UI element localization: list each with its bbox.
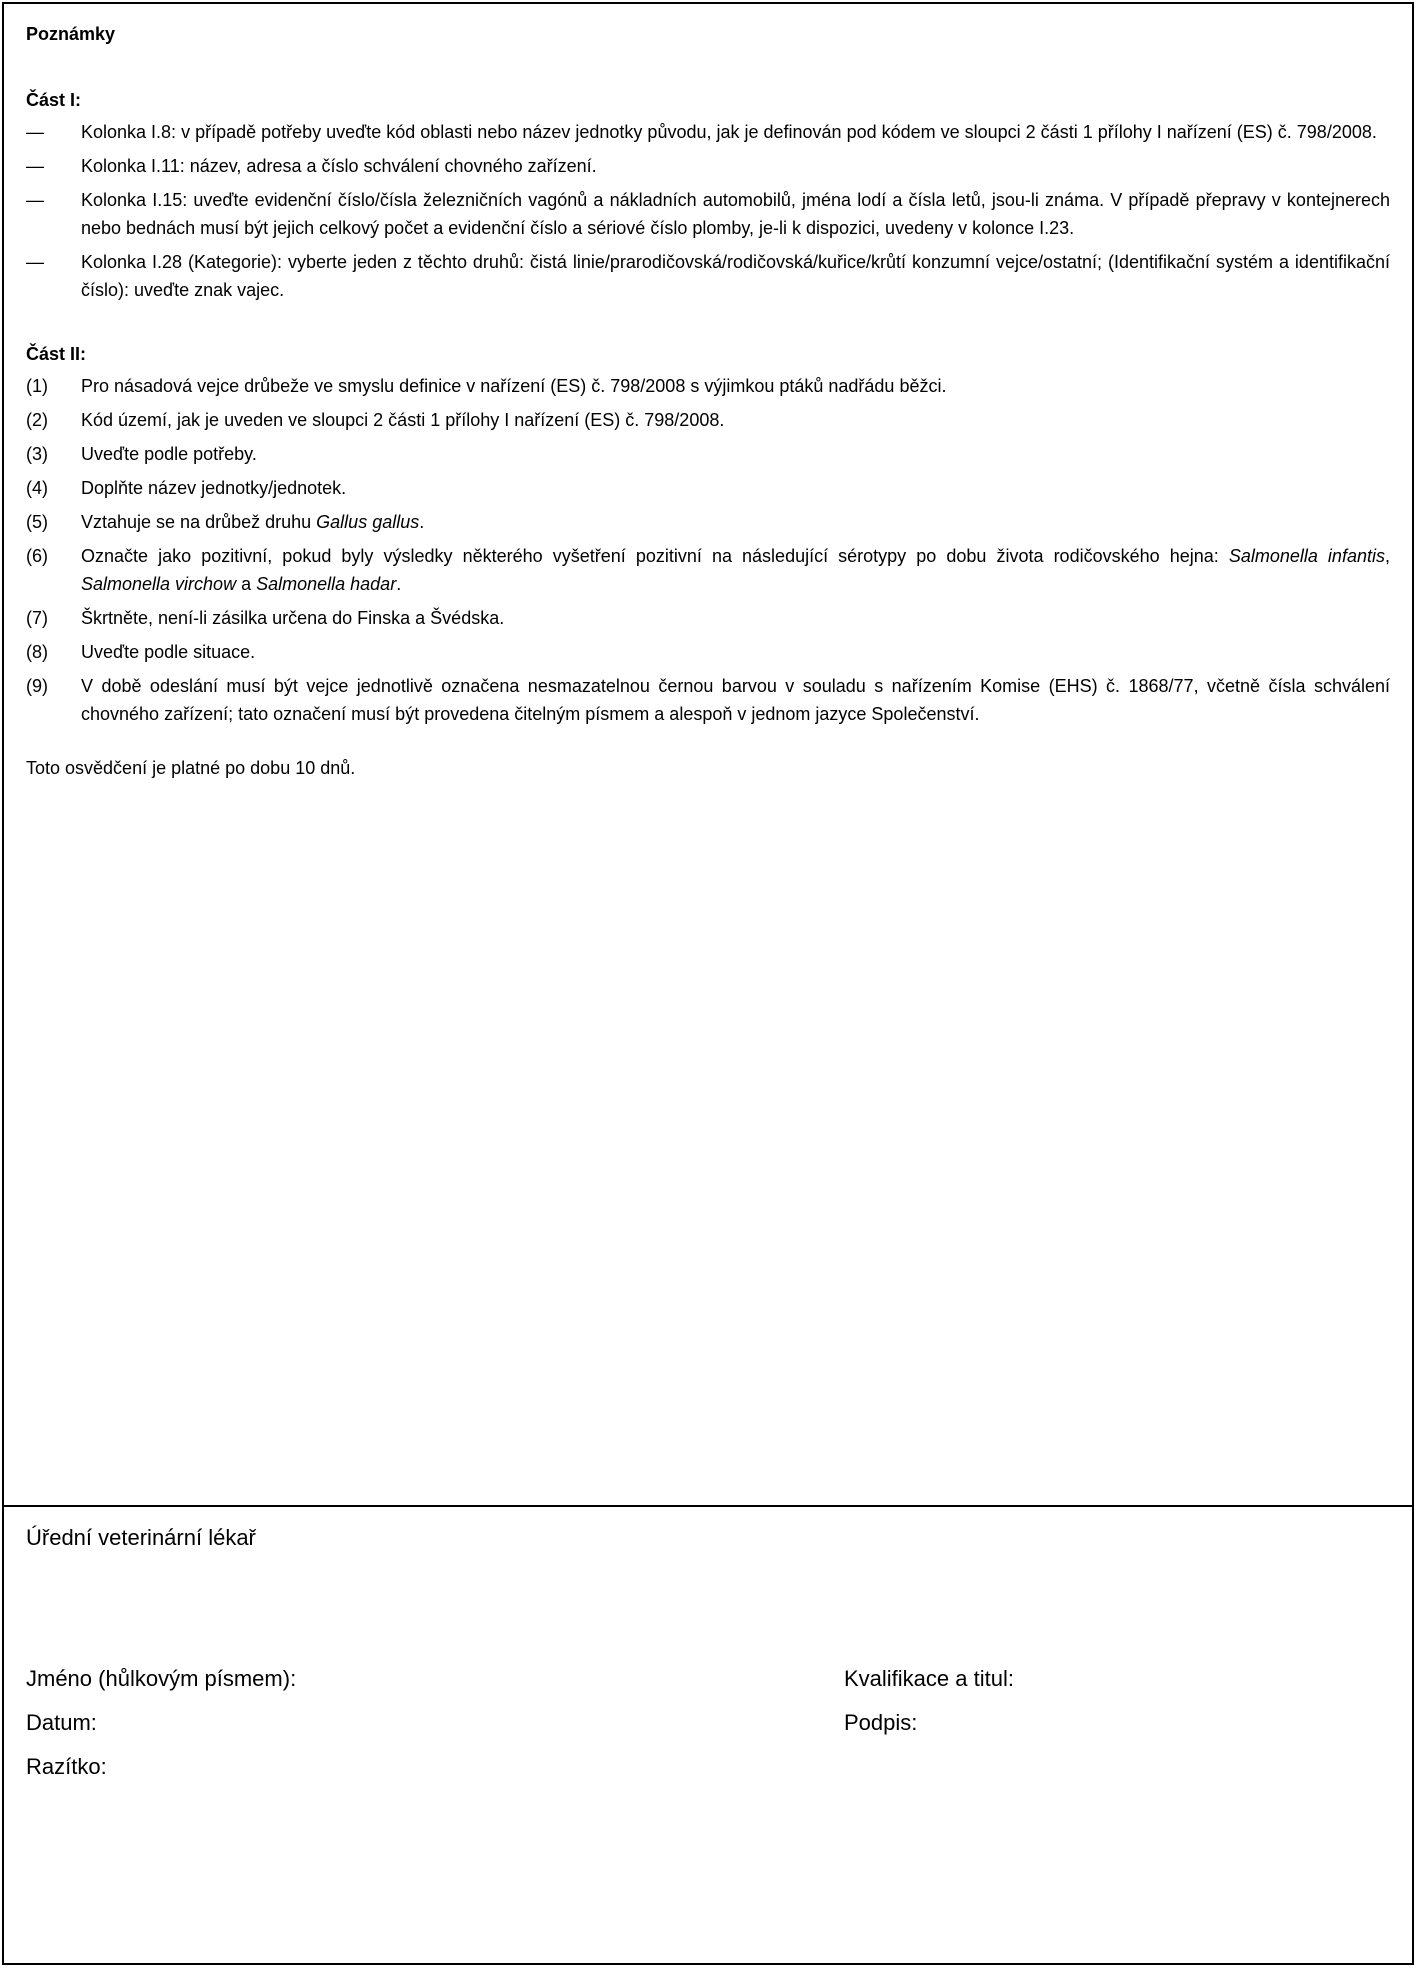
note-marker: (5) [26,512,48,532]
note-text: Kolonka I.15: uveďte evidenční číslo/čísla železničních vagónů a nákladních automobilů, jména lodí a čísla letů, jsou-li známa. V případě přepravy v kontejnerech nebo bednách musí být jejich celkový počet a evidenční číslo a sériové číslo plomby, je-li k dispozici, uvedeny v kolonce I.23. [81,190,1390,238]
part-1-list [26,118,1390,304]
note-text: Uveďte podle potřeby. [81,444,257,464]
italic-term: Gallus gallus [316,512,420,532]
note-marker: (7) [26,608,48,628]
part-2-note-4 [26,474,1390,502]
note-marker: (6) [26,546,48,566]
part-1-title: Část I: [26,90,82,110]
note-marker: (8) [26,642,48,662]
part-1-note-1 [26,118,1390,146]
note-marker: — [26,156,44,176]
note-marker: (1) [26,376,48,396]
note-text [81,542,1390,598]
date-label: Datum: [26,1710,97,1735]
part-1-note-3 [26,186,1390,242]
part-2-note-1 [26,372,1390,400]
note-marker: (3) [26,444,48,464]
part-2-list [26,372,1390,728]
note-marker: (4) [26,478,48,498]
notes-section [4,4,1412,1507]
note-text: Kolonka I.28 (Kategorie): vyberte jeden z těchto druhů: čistá linie/prarodičovská/rodičovská/kuřice/krůtí konzumní vejce/ostatní; (Identifikační systém a identifikační číslo): uveďte znak vajec. [81,252,1390,300]
part-1-note-2 [26,152,1390,180]
note-text: Pro násadová vejce drůbeže ve smyslu definice v nařízení (ES) č. 798/2008 s výjimkou ptáků nadřádu běžci. [81,376,947,396]
part-2-note-9 [26,672,1390,728]
note-text: V době odeslání musí být vejce jednotlivě označena nesmazatelnou černou barvou v souladu s nařízením Komise (EHS) č. 1868/77, včetně čísla schválení chovného zařízení; tato označení musí být provedena čitelným písmem a alespoň v jednom jazyce Společenství. [81,676,1390,724]
note-text-segment: a [236,574,257,594]
note-marker: — [26,190,44,210]
qualification-label: Kvalifikace a titul: [844,1666,1014,1691]
signature-label: Podpis: [844,1710,918,1735]
part-2-title: Část II: [26,344,87,364]
note-text-segment: Vztahuje se na drůbež druhu [81,512,317,532]
note-marker: (2) [26,410,48,430]
note-text: Škrtněte, není-li zásilka určena do Finska a Švédska. [81,608,505,628]
notes-title: Poznámky [26,24,116,44]
note-marker: — [26,122,44,142]
note-text: Doplňte název jednotky/jednotek. [81,478,347,498]
italic-term: Salmonella hadar [256,574,397,594]
note-text-segment: . [419,512,425,532]
note-text-segment: , [1384,546,1390,566]
note-text: Kolonka I.11: název, adresa a číslo schválení chovného zařízení. [81,156,597,176]
part-2-note-6 [26,542,1390,598]
official-veterinarian-label: Úřední veterinární lékař [26,1525,256,1550]
note-text-segment: Označte jako pozitivní, pokud byly výsledky některého vyšetření pozitivní na následující sérotypy po dobu života rodičovského hejna: [81,546,1229,566]
signature-section [4,1507,1412,1963]
part-2-note-5 [26,508,1390,536]
note-marker: — [26,252,44,272]
part-2-note-2 [26,406,1390,434]
note-marker: (9) [26,676,48,696]
name-label: Jméno (hůlkovým písmem): [26,1666,297,1691]
note-text-segment: . [396,574,402,594]
part-1-note-4 [26,248,1390,304]
certificate-frame [2,2,1414,1965]
note-text [81,508,1390,536]
italic-term: Salmonella infantis [1228,546,1385,566]
note-text: Uveďte podle situace. [81,642,256,662]
part-2-note-3 [26,440,1390,468]
part-2-note-8 [26,638,1390,666]
italic-term: Salmonella virchow [81,574,237,594]
part-2-note-7 [26,604,1390,632]
validity-note: Toto osvědčení je platné po dobu 10 dnů. [26,758,356,778]
note-text: Kolonka I.8: v případě potřeby uveďte kód oblasti nebo název jednotky původu, jak je definován pod kódem ve sloupci 2 části 1 přílohy I nařízení (ES) č. 798/2008. [81,122,1377,142]
stamp-label: Razítko: [26,1754,107,1779]
note-text: Kód území, jak je uveden ve sloupci 2 části 1 přílohy I nařízení (ES) č. 798/2008. [81,410,725,430]
